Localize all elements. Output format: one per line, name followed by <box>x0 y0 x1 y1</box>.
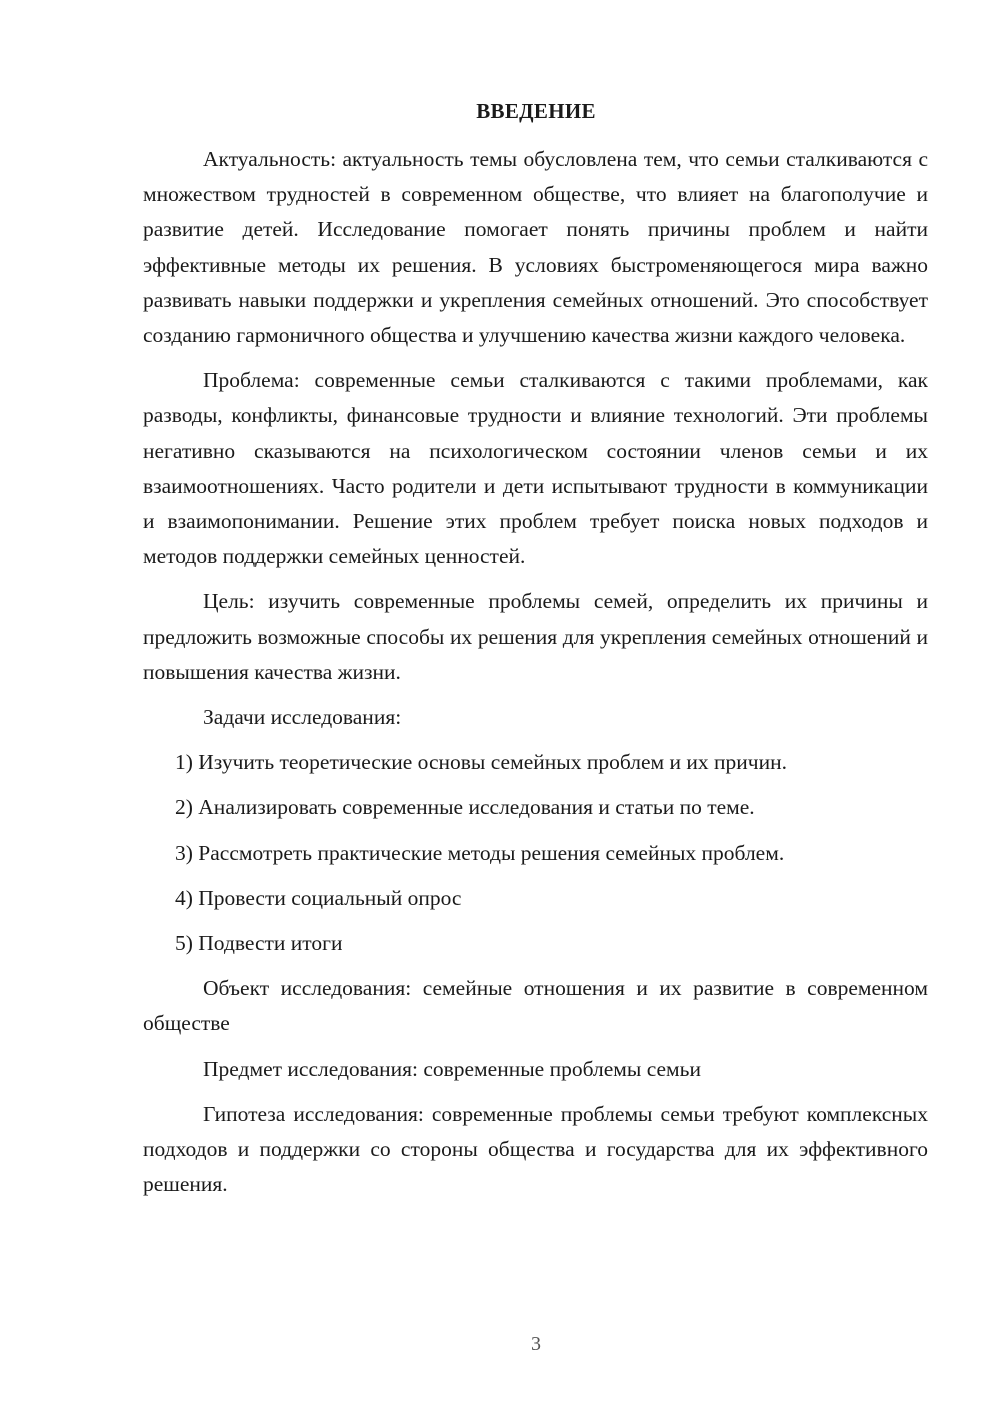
object-paragraph: Объект исследования: семейные отношения и их развитие в современном обществе <box>143 976 928 1036</box>
page-title: ВВЕДЕНИЕ <box>476 99 596 123</box>
task-item: 2) Анализировать современные исследования и статьи по теме. <box>175 795 755 820</box>
page-number: 3 <box>531 1333 541 1355</box>
document-body <box>143 142 928 1212</box>
hypothesis-paragraph: Гипотеза исследования: современные проблемы семьи требуют комплексных подходов и поддержки со стороны общества и государства для их эффективного решения. <box>143 1101 928 1197</box>
task-item: 4) Провести социальный опрос <box>175 885 462 910</box>
task-item: 5) Подвести итоги <box>175 931 343 956</box>
relevance-paragraph: Актуальность: актуальность темы обусловлена тем, что семьи сталкиваются с множеством трудностей в современном обществе, что влияет на благополучие и развитие детей. Исследование помогает понять причины проблем и найти эффективные методы их решения. В условиях быстроменяющегося мира важно развивать навыки поддержки и укрепления семейных отношений. Это способствует созданию гармоничного общества и улучшению качества жизни каждого человека. <box>143 147 928 348</box>
subject-paragraph: Предмет исследования: современные проблемы семьи <box>203 1056 701 1081</box>
task-item: 3) Рассмотреть практические методы решения семейных проблем. <box>175 840 785 865</box>
problem-paragraph: Проблема: современные семьи сталкиваются с такими проблемами, как разводы, конфликты, финансовые трудности и влияние технологий. Эти проблемы негативно сказываются на психологическом состоянии членов семьи и их взаимоотношениях. Часто родители и дети испытывают трудности в коммуникации и взаимопонимании. Решение этих проблем требует поиска новых подходов и методов поддержки семейных ценностей. <box>143 368 928 569</box>
tasks-list <box>143 745 928 961</box>
goal-paragraph: Цель: изучить современные проблемы семей, определить их причины и предложить возможные способы их решения для укрепления семейных отношений и повышения качества жизни. <box>143 589 928 684</box>
task-item: 1) Изучить теоретические основы семейных проблем и их причин. <box>175 750 787 775</box>
tasks-heading: Задачи исследования: <box>203 705 402 730</box>
